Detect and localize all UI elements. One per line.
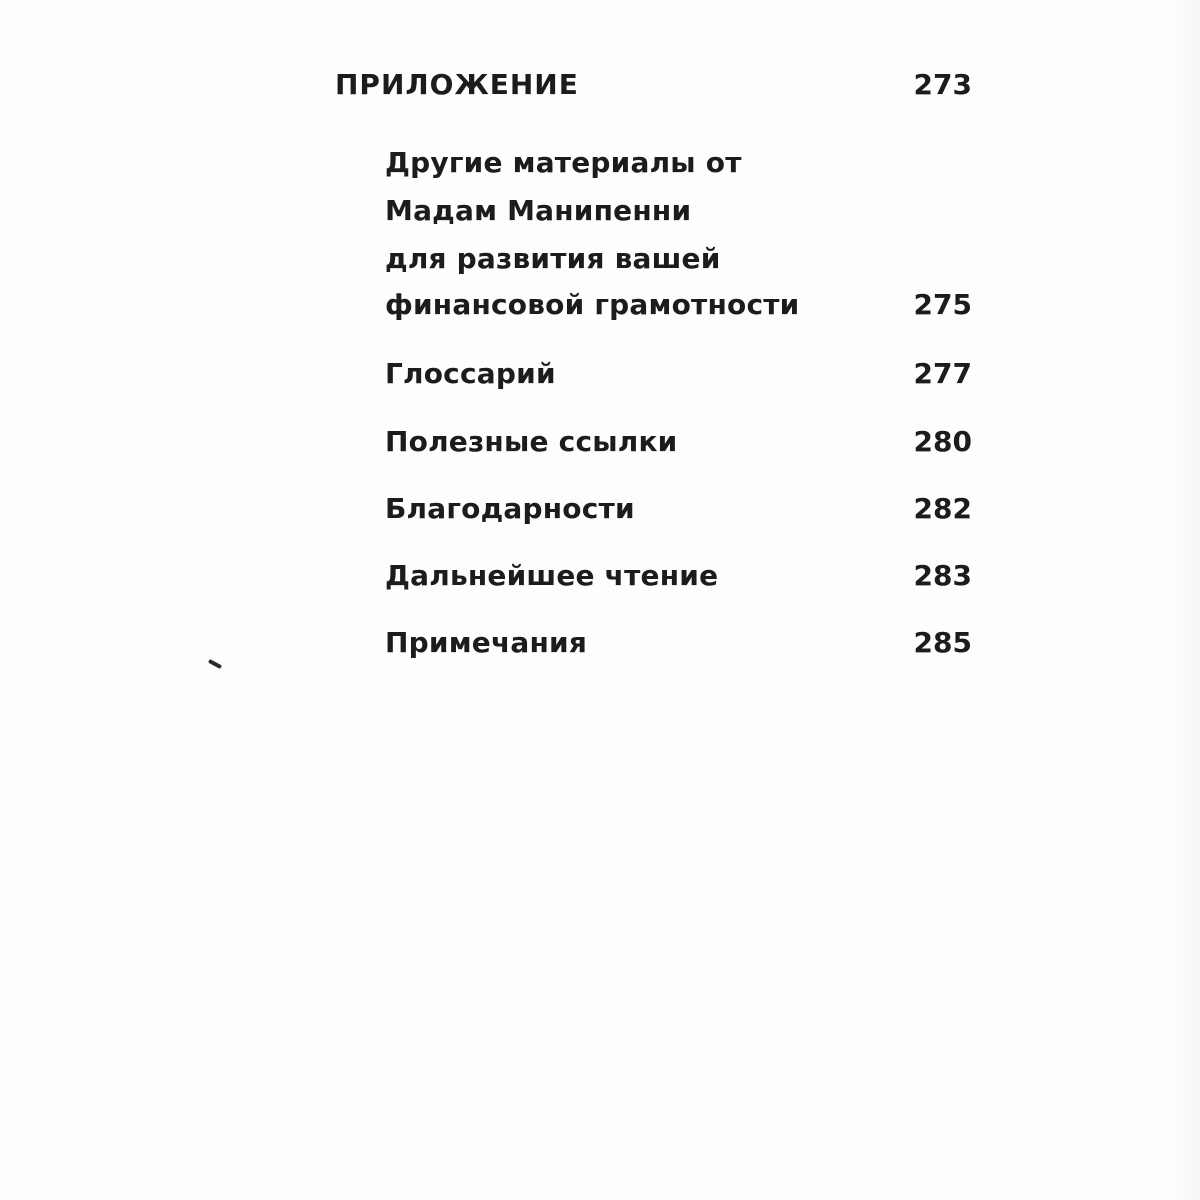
toc-entry-acknowledgements: Благодарности (385, 492, 635, 525)
toc-page-number-notes: 285 (913, 626, 972, 659)
section-page-number: 273 (913, 68, 972, 101)
page-edge-shadow (1170, 0, 1200, 1200)
toc-page-number-acknowledgements: 282 (913, 492, 972, 525)
toc-entry-notes: Примечания (385, 626, 588, 659)
toc-entry-glossary: Глоссарий (385, 357, 556, 390)
toc-page-number-further-reading: 283 (913, 559, 972, 592)
toc-page-number-useful-links: 280 (913, 425, 972, 458)
toc-entry-useful-links: Полезные ссылки (385, 425, 678, 458)
toc-entry-other-materials-line-3: для развития вашей (385, 242, 721, 275)
toc-entry-other-materials-line-2: Мадам Манипенни (385, 194, 692, 227)
toc-entry-other-materials-line-4: финансовой грамотности (385, 288, 800, 321)
toc-entry-further-reading: Дальнейшее чтение (385, 559, 719, 592)
section-title: ПРИЛОЖЕНИЕ (335, 68, 579, 101)
stray-ink-mark (208, 659, 222, 669)
toc-page-number-other-materials: 275 (913, 288, 972, 321)
toc-page-number-glossary: 277 (913, 357, 972, 390)
toc-entry-other-materials-line-1: Другие материалы от (385, 146, 742, 179)
